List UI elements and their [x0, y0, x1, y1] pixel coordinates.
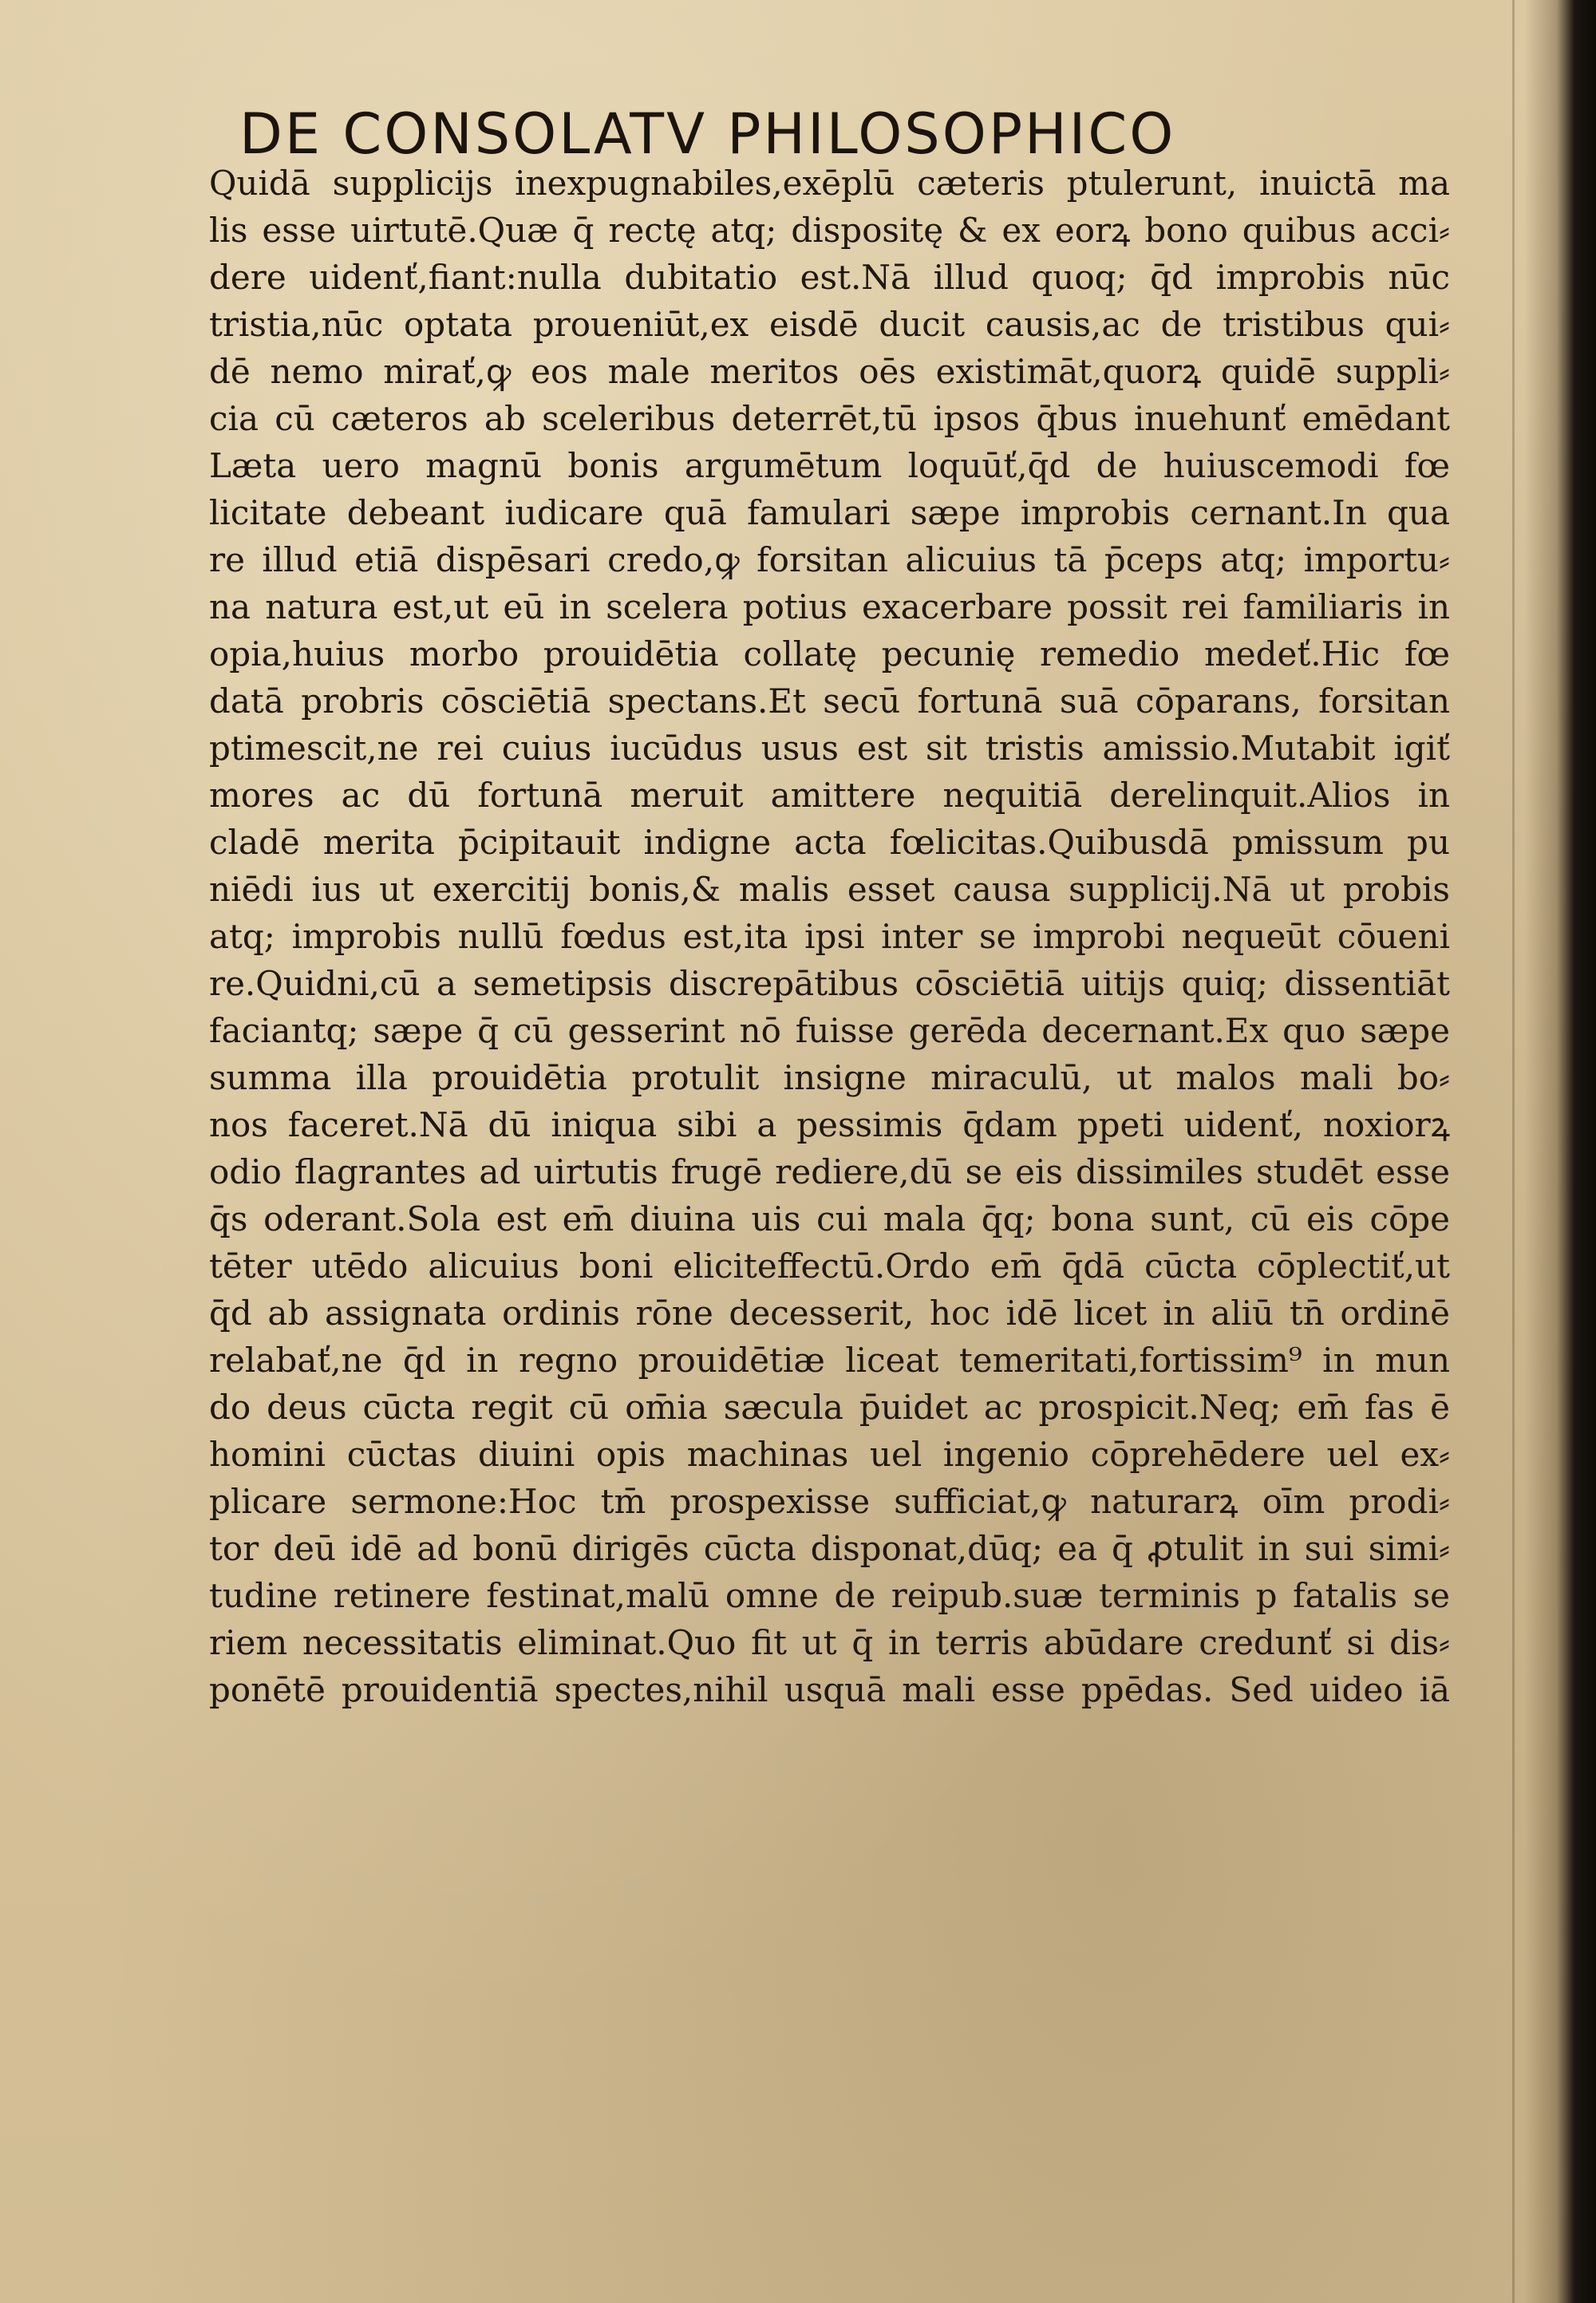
- text-line: Quidā supplicijs inexpugnabiles,exēplū cæteris ptulerunt, inuictā ma: [209, 164, 1450, 203]
- text-line: datā probris cōsciētiā spectans.Et secū fortunā suā cōparans, forsitan: [209, 681, 1450, 721]
- text-line: relabať,ne q̄d in regno prouidētiæ liceat temeritati,fortissim⁹ in mun: [209, 1341, 1450, 1380]
- text-line: cladē merita p̄cipitauit indigne acta fœlicitas.Quibusdā pmissum pu: [209, 823, 1450, 862]
- text-line: re.Quidni,cū a semetipsis discrepātibus cōsciētiā uitijs quiq; dissentiāt: [209, 964, 1450, 1003]
- text-line: tēter utēdo alicuius boni eliciteffectū.Ordo em̄ q̄dā cūcta cōplectiť,ut: [209, 1246, 1450, 1286]
- text-block: [209, 160, 1450, 1713]
- text-line: mores ac dū fortunā meruit amittere nequitiā derelinquit.Alios in: [209, 776, 1450, 815]
- text-line: Læta uero magnū bonis argumētum loquūť,q̄d de huiuscemodi fœ: [209, 446, 1450, 485]
- text-line: tudine retinere festinat,malū omne de reipub.suæ terminis p fatalis se: [209, 1576, 1450, 1615]
- text-line: odio flagrantes ad uirtutis frugē rediere,dū se eis dissimiles studēt esse: [209, 1152, 1450, 1191]
- text-line: q̄d ab assignata ordinis rōne decesserit, hoc idē licet in aliū tn̄ ordinē: [209, 1294, 1450, 1333]
- text-line: q̄s oderant.Sola est em̄ diuina uis cui mala q̄q; bona sunt, cū eis cōpe: [209, 1199, 1450, 1238]
- text-line: licitate debeant iudicare quā famulari sæpe improbis cernant.In qua: [209, 493, 1450, 532]
- text-line: tor deū idē ad bonū dirigēs cūcta disponat,dūq; ea q̄ ꝓtulit in sui simi⸗: [209, 1529, 1450, 1568]
- text-line: faciantq; sæpe q̄ cū gesserint nō fuisse gerēda decernant.Ex quo sæpe: [209, 1011, 1450, 1050]
- text-line: niēdi ius ut exercitij bonis,& malis esset causa supplicij.Nā ut probis: [209, 870, 1450, 909]
- text-line: do deus cūcta regit cū om̄ia sæcula p̄uidet ac prospicit.Neq; em̄ fas ē: [209, 1388, 1450, 1427]
- text-line: lis esse uirtutē.Quæ q̄ rectę atq; dispositę & ex eorꝝ bono quibus acci⸗: [209, 211, 1450, 250]
- running-header: DE CONSOLATV PHILOSOPHICO: [239, 101, 1176, 167]
- text-line: dē nemo mirať,ꝙ eos male meritos oēs existimāt,quorꝝ quidē suppli⸗: [209, 352, 1450, 391]
- text-line: homini cūctas diuini opis machinas uel ingenio cōprehēdere uel ex⸗: [209, 1435, 1450, 1474]
- text-line: dere uidenť,fiant:nulla dubitatio est.Nā illud quoq; q̄d improbis nūc: [209, 258, 1450, 297]
- text-line: atq; improbis nullū fœdus est,ita ipsi inter se improbi nequeūt cōueni: [209, 917, 1450, 956]
- book-binding-edge: [1524, 0, 1596, 2303]
- text-line: re illud etiā dispēsari credo,ꝙ forsitan alicuius tā p̄ceps atq; importu⸗: [209, 540, 1450, 579]
- text-line: riem necessitatis eliminat.Quo fit ut q̄ in terris abūdare credunť si dis⸗: [209, 1623, 1450, 1662]
- text-line: na natura est,ut eū in scelera potius exacerbare possit rei familiaris in: [209, 587, 1450, 626]
- text-line: plicare sermone:Hoc tm̄ prospexisse sufficiat,ꝙ naturarꝝ oīm prodi⸗: [209, 1482, 1450, 1521]
- page-fold-shadow: [1512, 0, 1515, 2303]
- text-line: cia cū cæteros ab sceleribus deterrēt,tū ipsos q̄bus inuehunť emēdant: [209, 399, 1450, 438]
- text-line: ptimescit,ne rei cuius iucūdus usus est sit tristis amissio.Mutabit igiť: [209, 729, 1450, 768]
- text-line: tristia,nūc optata proueniūt,ex eisdē ducit causis,ac de tristibus qui⸗: [209, 305, 1450, 344]
- text-line: opia,huius morbo prouidētia collatę pecunię remedio medeť.Hic fœ: [209, 634, 1450, 674]
- text-line: summa illa prouidētia protulit insigne miraculū, ut malos mali bo⸗: [209, 1058, 1450, 1097]
- text-line: ponētē prouidentiā spectes,nihil usquā mali esse ppēdas. Sed uideo iā: [209, 1670, 1450, 1709]
- text-line: nos faceret.Nā dū iniqua sibi a pessimis q̄dam ppeti uidenť, noxiorꝝ: [209, 1105, 1450, 1144]
